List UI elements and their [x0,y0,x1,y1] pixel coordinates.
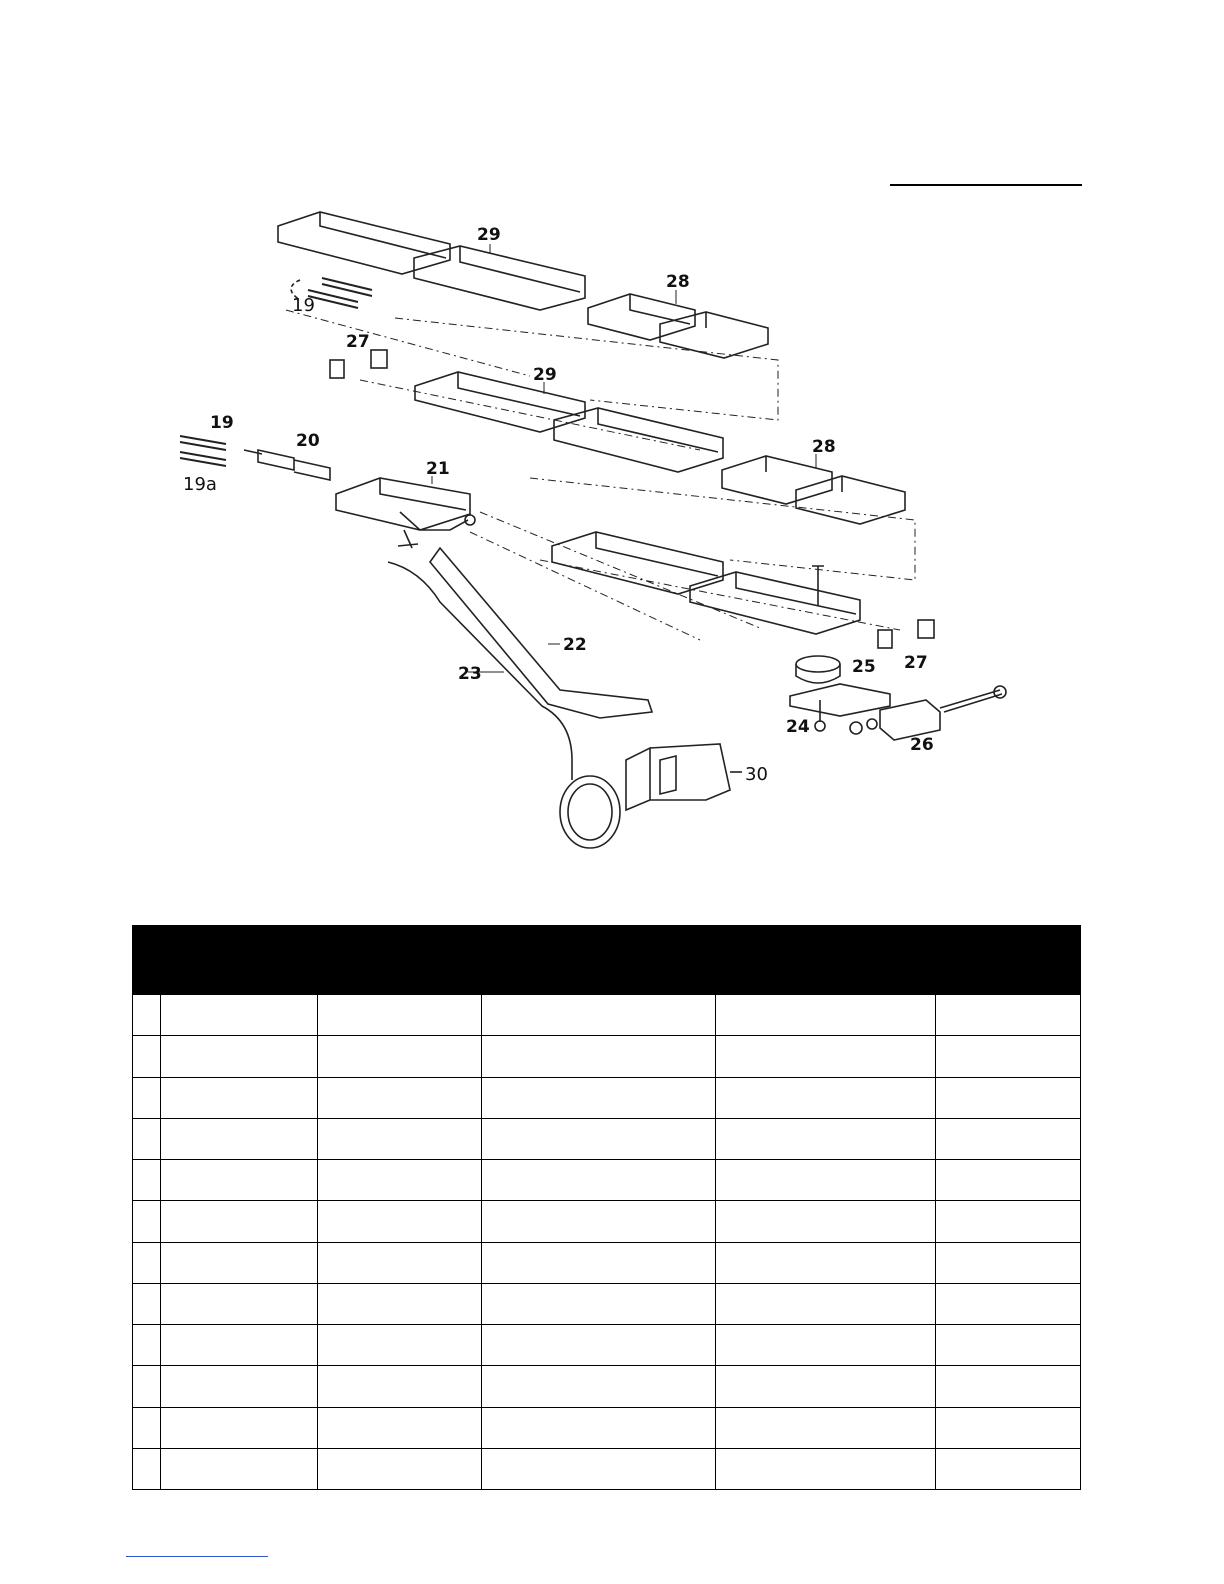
table-cell [161,1201,318,1242]
table-cell [482,1283,716,1324]
callout-29-middle: 29 [533,365,557,385]
table-cell [161,995,318,1036]
table-cell [716,1160,936,1201]
table-cell [318,1325,482,1366]
table-cell [318,1036,482,1077]
table-cell [161,1118,318,1159]
table-cell [318,1283,482,1324]
table-cell [161,1077,318,1118]
table-cell [133,1407,161,1448]
table-row [133,1077,1081,1118]
table-row [133,1366,1081,1407]
table-row [133,1118,1081,1159]
callout-27-right: 27 [904,653,928,673]
table-cell [482,1242,716,1283]
callout-24: 24 [786,717,810,737]
table-cell [936,1283,1081,1324]
table-row [133,1201,1081,1242]
table-cell [482,1448,716,1489]
table-row [133,1283,1081,1324]
spring-20 [244,450,330,480]
footer-link-underline [126,1556,268,1557]
pulley-bracket [790,684,890,716]
table-cell [161,1036,318,1077]
table-cell [318,1242,482,1283]
table-cell [482,1036,716,1077]
table-cell [318,1407,482,1448]
table-row [133,1036,1081,1077]
table-cell [716,1325,936,1366]
table-cell [482,1366,716,1407]
table-cell [936,1242,1081,1283]
callout-22: 22 [563,635,587,655]
rail-section-bottom-left [552,532,723,594]
table-cell [161,1160,318,1201]
table-cell [716,1036,936,1077]
trolley-21 [336,478,470,530]
table-cell [161,1283,318,1324]
table-cell [482,1201,716,1242]
table-cell [936,1325,1081,1366]
table-header [133,926,1081,995]
callout-28-top: 28 [666,272,690,292]
pulley-25 [796,656,840,672]
table-row [133,1160,1081,1201]
table-cell [482,995,716,1036]
chain-19-left [180,436,226,466]
callout-28-middle: 28 [812,437,836,457]
table-cell [318,1201,482,1242]
callout-27-left: 27 [346,332,370,352]
table-cell [936,1118,1081,1159]
table-row [133,1448,1081,1489]
table-cell [936,1366,1081,1407]
table-cell [133,1366,161,1407]
callout-26: 26 [910,735,934,755]
table-header-row [133,926,1081,995]
table-row [133,1325,1081,1366]
table-cell [716,1448,936,1489]
parts-list-table [132,925,1081,1490]
table-cell [482,1160,716,1201]
table-cell [133,1242,161,1283]
table-cell [936,995,1081,1036]
cable-coil [560,776,620,848]
table-cell [318,995,482,1036]
table-cell [133,1036,161,1077]
table-cell [936,1077,1081,1118]
callout-19-left: 19 [210,413,234,433]
table-cell [161,1242,318,1283]
table-cell [716,1201,936,1242]
table-cell [482,1118,716,1159]
table-cell [936,1448,1081,1489]
callout-21: 21 [426,459,450,479]
table-cell [716,1407,936,1448]
table-cell [161,1366,318,1407]
table-cell [716,1077,936,1118]
table-cell [482,1077,716,1118]
callout-30: 30 [745,764,768,785]
table-cell [133,1077,161,1118]
callout-19-top: 19 [292,295,315,316]
table-cell [133,995,161,1036]
guide-block-27-right [878,630,892,648]
callout-23: 23 [458,664,482,684]
table-cell [133,1283,161,1324]
table-cell [133,1201,161,1242]
table-cell [482,1407,716,1448]
table-cell [318,1160,482,1201]
table-cell [133,1160,161,1201]
table-row [133,1242,1081,1283]
bracket-30 [626,744,730,810]
bolt-upper [812,566,824,606]
table-cell [716,1118,936,1159]
table-cell [318,1448,482,1489]
table-cell [161,1448,318,1489]
table-cell [716,1366,936,1407]
callout-29-top: 29 [477,225,501,245]
long-bolt [940,690,1002,712]
table-cell [936,1201,1081,1242]
rail-section-28-top [588,294,695,340]
table-cell [133,1325,161,1366]
table-cell [161,1325,318,1366]
callout-25: 25 [852,657,876,677]
rail-section-top-left [278,212,450,274]
table-cell [318,1077,482,1118]
table-cell [133,1118,161,1159]
guide-block-27-left [330,360,344,378]
table-cell [161,1407,318,1448]
table-cell [482,1325,716,1366]
table-cell [716,1283,936,1324]
callout-20: 20 [296,431,320,451]
table-cell [936,1036,1081,1077]
table-cell [318,1366,482,1407]
rail-section-middle-left [415,372,585,432]
callout-19a: 19a [183,474,217,495]
table-cell [318,1118,482,1159]
table-cell [133,1448,161,1489]
table-cell [716,995,936,1036]
table-cell [716,1242,936,1283]
arm-22 [430,548,652,718]
table-cell [936,1407,1081,1448]
table-row [133,1407,1081,1448]
table-row [133,995,1081,1036]
table-cell [936,1160,1081,1201]
chain-19-top [308,278,372,308]
